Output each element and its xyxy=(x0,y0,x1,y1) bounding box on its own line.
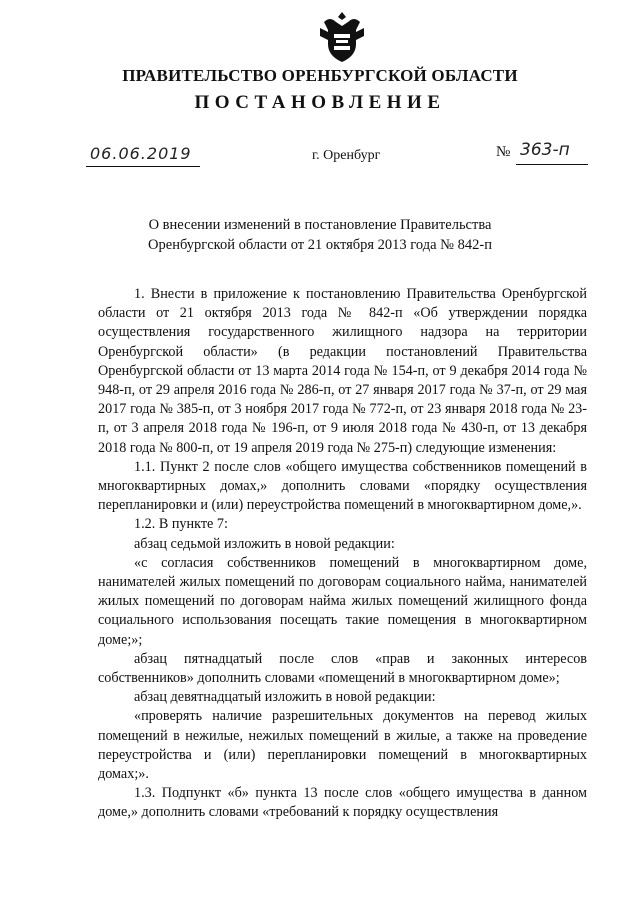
document-title xyxy=(0,215,640,255)
paragraph: 1.2. В пункте 7: xyxy=(134,516,228,533)
document-type: ПОСТАНОВЛЕНИЕ xyxy=(194,92,446,113)
document-date: 06.06.2019 xyxy=(90,144,192,163)
document-number: 363-п xyxy=(520,140,570,160)
coat-of-arms-icon xyxy=(316,10,368,66)
government-name: ПРАВИТЕЛЬСТВО ОРЕНБУРГСКОЙ ОБЛАСТИ xyxy=(122,66,518,85)
paragraph: абзац седьмой изложить в новой редакции: xyxy=(134,535,395,552)
paragraph: абзац пятнадцатый после слов «прав и законных интересов собственников» дополнить словами «помещений в многоквартирном доме»; xyxy=(98,650,587,687)
paragraph: абзац девятнадцатый изложить в новой редакции: xyxy=(134,689,436,706)
document-city: г. Оренбург xyxy=(312,148,381,163)
title-line-1: О внесении изменений в постановление Правительства xyxy=(148,217,492,233)
paragraph: «с согласия собственников помещений в многоквартирном доме, нанимателей жилых помещений по договорам социального найма, нанимателей жилых помещений по договорам найма жилых помещений жилищного фонда социального использования посещать такие помещения в многоквартирном доме;»; xyxy=(98,554,587,648)
paragraph: 1.3. Подпункт «б» пункта 13 после слов «общего имущества в данном доме,» дополнить словами «требований к порядку осуществления xyxy=(98,785,587,821)
date-underline xyxy=(86,166,200,167)
document-body xyxy=(98,285,587,823)
paragraph: «проверять наличие разрешительных документов на перевод жилых помещений в нежилые, нежилых помещений в жилые, а также на проведение переустройства и (или) перепланировки помещений в многоквартирных домах;». xyxy=(98,708,587,783)
number-underline xyxy=(516,164,588,165)
paragraph: 1. Внести в приложение к постановлению Правительства Оренбургской области от 21 октября 2013 года № 842-п «Об утверждении порядка осуществления государственного жилищного надзора на территории Оренбургской области» (в редакции постановлений Правительства Оренбургской области от 13 марта 2014 года № 154-п, от 9 декабря 2014 года № 948-п, от 29 апреля 2016 года № 286-п, от 27 января 2017 года № 37-п, от 29 мая 2017 года № 385-п, от 3 ноября 2017 года № 772-п, от 23 января 2018 года № 23-п, от 3 апреля 2018 года № 196-п, от 9 июля 2018 года № 430-п, от 13 декабря 2018 года № 800-п, от 19 апреля 2019 года № 275-п) следующие изменения: xyxy=(98,286,587,456)
paragraph: 1.1. Пункт 2 после слов «общего имущества собственников помещений в многоквартирных домах,» дополнить словами «порядку осуществления перепланировки и (или) переустройства помещений в многоквартирном доме,». xyxy=(98,458,587,514)
title-line-2: Оренбургской области от 21 октября 2013 года № 842-п xyxy=(148,237,492,253)
number-label: № xyxy=(496,144,511,160)
